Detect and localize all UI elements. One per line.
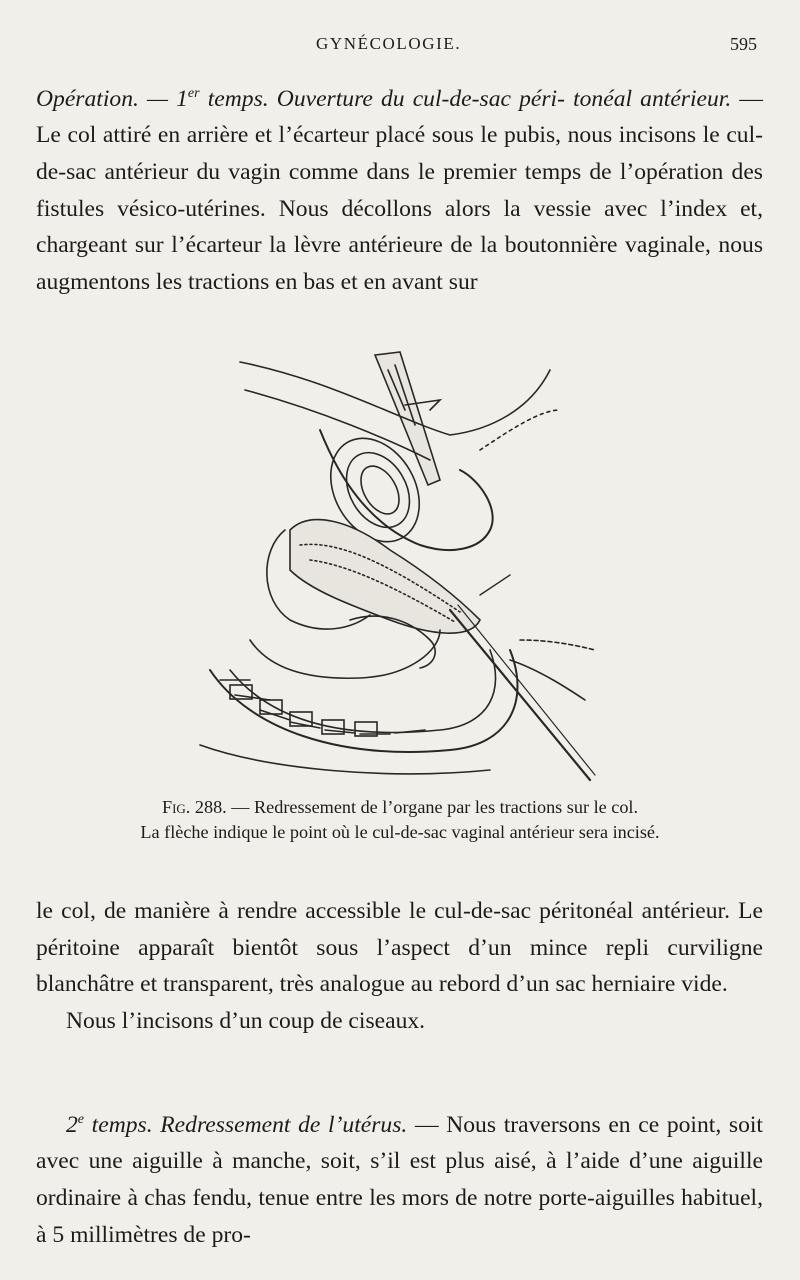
anatomical-illustration [190, 350, 610, 790]
section-second-step [36, 1102, 763, 1253]
running-title: GYNÉCOLOGIE. [316, 34, 462, 53]
body-paragraph: Nous l’incisons d’un coup de ciseaux. [66, 1007, 426, 1034]
caption-line: — Redressement de l’organe par les tractions sur le col. [226, 797, 639, 817]
figure-caption [40, 795, 760, 845]
heading-part: temps. Redressement de l’utérus. [84, 1111, 408, 1138]
figure-label: Fig. 288. [161, 797, 227, 817]
body-text: — Nous traversons en ce point, soit avec une aiguille à manche, soit, s’il est plus aisé, à l’aide d’une aiguille ordinaire à chas fendu, tenue entre les mors de notre porte-aiguilles habituel, à 5 millimètres de pro- [36, 1111, 763, 1248]
body-paragraph: le col, de manière à rendre accessible le cul-de-sac péritonéal antérieur. Le péritoine apparaît bientôt sous l’aspect d’un mince repli curviligne blanchâtre et transparent, très analogue au rebord d’un sac herniaire vide. [36, 898, 763, 998]
section-heading [36, 86, 731, 112]
section-operation-first-step [36, 76, 763, 300]
heading-superscript: e [77, 1112, 85, 1127]
section-heading [66, 1112, 407, 1138]
heading-part: temps. Ouverture du cul-de-sac péri- [199, 85, 565, 112]
heading-part: 2 [66, 1111, 78, 1138]
section-continuation [36, 893, 763, 1039]
page-header [0, 34, 800, 60]
page-number: 595 [730, 34, 757, 54]
body-text: — Le col attiré en arrière et l’écarteur [36, 85, 763, 149]
caption-line: La flèche indique le point où le cul-de-sac vaginal antérieur sera incisé. [140, 822, 660, 842]
heading-part: Opération. — 1 [36, 85, 188, 112]
heading-superscript: er [187, 86, 200, 101]
heading-part: tonéal antérieur. [573, 85, 732, 112]
body-text: placé sous le pubis, nous incisons le cul-de-sac antérieur du vagin comme dans le premier temps de l’opération des fistules vésico-utérines. Nous décollons alors la vessie avec l’index et, chargeant sur l’écarteur la lèvre antérieure de la boutonnière vaginale, nous augmentons les tractions en bas et en avant sur [36, 122, 763, 295]
